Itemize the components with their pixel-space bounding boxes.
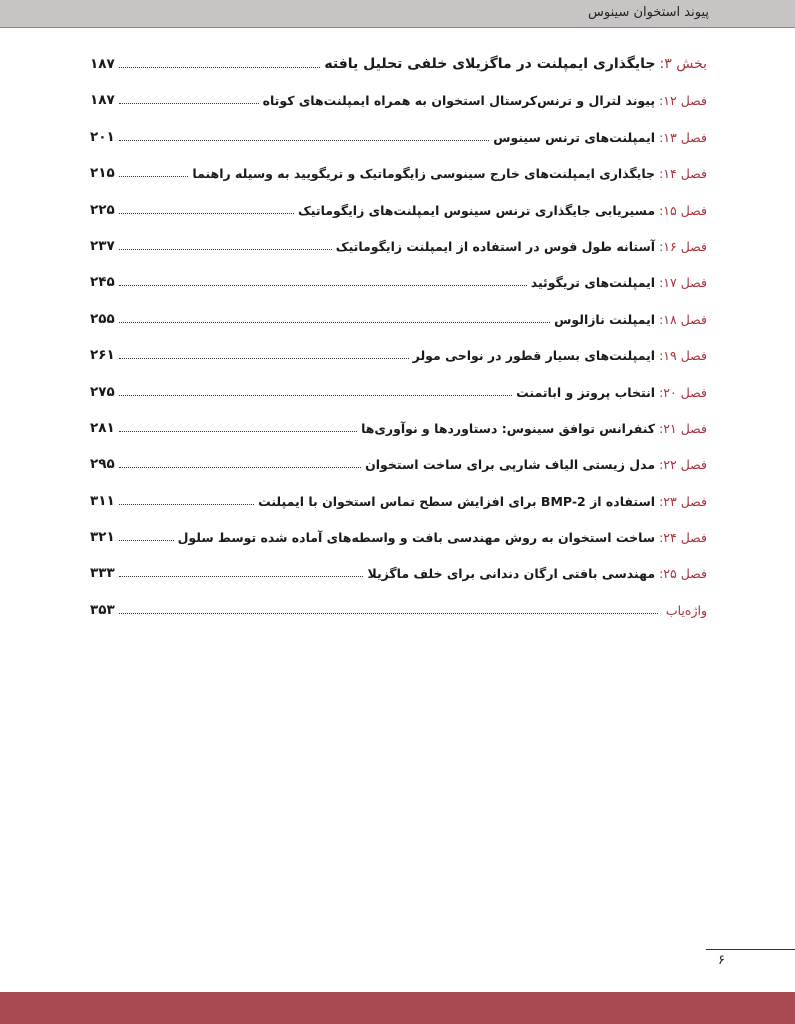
toc-row[interactable] [90,145,707,181]
toc-title: آستانه طول قوس در استفاده از ایمپلنت زایگوماتیک [335,238,656,254]
toc-page-number: ۲۲۵ [90,201,115,218]
dot-leader [119,140,490,141]
toc-row[interactable] [90,290,707,326]
toc-page-number: ۲۱۵ [90,165,115,182]
toc-label: فصل ۲۱: [659,420,707,436]
toc-title: کنفرانس توافق سینوس: دستاوردها و نوآوری‌ها [361,420,656,436]
toc-title: انتخاب پروتز و اباتمنت [516,384,656,400]
header-bar [0,0,795,28]
toc-row[interactable] [90,472,707,508]
toc-page-number: ۲۸۱ [90,419,115,436]
toc-page-number: ۲۹۵ [90,456,115,473]
toc-label: فصل ۱۸: [659,311,707,327]
dot-leader [119,176,189,177]
toc-label: فصل ۱۵: [659,202,707,218]
toc-label: فصل ۱۷: [659,275,707,291]
toc-label: فصل ۱۲: [659,93,707,109]
toc-label: فصل ۱۶: [659,238,707,254]
toc-page-number: ۲۵۵ [90,310,115,327]
toc-row[interactable] [90,108,707,144]
toc-label: فصل ۲۵: [659,566,707,582]
toc-row[interactable] [90,581,707,617]
page-number: ۶ [718,953,725,968]
toc-row[interactable] [90,363,707,399]
toc-label: فصل ۱۹: [659,348,707,364]
dot-leader [119,322,550,323]
toc-label: فصل ۲۴: [659,530,707,546]
toc-label: واژه‌یاب [665,602,707,618]
toc-page-number: ۳۱۱ [90,492,115,509]
toc-label: فصل ۲۳: [659,493,707,509]
toc-row[interactable] [90,72,707,108]
dot-leader [119,103,259,104]
toc-row[interactable] [90,254,707,290]
toc-label: فصل ۲۲: [659,457,707,473]
toc-page-number: ۳۵۳ [90,601,115,618]
toc-title: مهندسی بافتی ارگان دندانی برای خلف ماگزیلا [367,566,656,582]
dot-leader [119,540,174,541]
dot-leader [119,213,294,214]
dot-leader [119,395,512,396]
dot-leader [119,285,527,286]
running-header-title: پیوند استخوان سینوس [588,5,709,20]
toc-title: ایمپلنت‌های بسیار قطور در نواحی مولر [412,348,656,364]
dot-leader [119,358,409,359]
toc-page-number: ۳۳۳ [90,565,115,582]
toc-page-number: ۱۸۷ [90,56,115,72]
toc-page-number: ۲۶۱ [90,347,115,364]
dot-leader [119,576,364,577]
toc-title: مسیریابی جایگذاری ترنس سینوس ایمپلنت‌های زایگوماتیک [297,202,656,218]
toc-title: جایگذاری ایمپلنت در ماگزیلای خلفی تحلیل یافته [324,56,656,72]
toc-title: ایمپلنت‌های ترنس سینوس [493,129,656,145]
toc-page-number: ۱۸۷ [90,92,115,109]
toc-title: جایگذاری ایمپلنت‌های خارج سینوسی زایگوماتیک و تریگویید به وسیله راهنما [192,166,656,182]
dot-leader [119,67,321,68]
toc-row[interactable] [90,400,707,436]
dot-leader [119,613,658,614]
toc-page-number: ۳۲۱ [90,529,115,546]
dot-leader [119,431,357,432]
toc-label: فصل ۱۳: [659,129,707,145]
toc-title: مدل زیستی الیاف شارپی برای ساخت استخوان [365,457,656,473]
toc-label: فصل ۱۴: [659,166,707,182]
toc-title: ساخت استخوان به روش مهندسی بافت و واسطه‌های آماده شده توسط سلول [177,530,656,546]
toc-title: ایمپلنت‌های تریگوئید [530,275,656,291]
toc-row[interactable] [90,327,707,363]
toc-row[interactable] [90,436,707,472]
dot-leader [119,249,332,250]
toc-title: استفاده از BMP-2 برای افزایش سطح تماس استخوان با ایمپلنت [258,493,656,509]
toc-row[interactable] [90,545,707,581]
toc-row[interactable] [90,509,707,545]
table-of-contents [90,36,707,618]
toc-page-number: ۲۷۵ [90,383,115,400]
dot-leader [119,504,254,505]
toc-page-number: ۲۰۱ [90,128,115,145]
toc-title: ایمپلنت نازالوس [554,311,656,327]
toc-page-number: ۲۴۵ [90,274,115,291]
footer-bar [0,992,795,1024]
toc-row[interactable] [90,218,707,254]
toc-row[interactable] [90,181,707,217]
footer-rule [706,949,795,950]
toc-page-number: ۲۳۷ [90,237,115,254]
toc-section-row[interactable] [90,36,707,72]
dot-leader [119,467,361,468]
toc-label: فصل ۲۰: [659,384,707,400]
toc-label: بخش ۳: [659,56,707,72]
toc-title: پیوند لترال و ترنس‌کرستال استخوان به همراه ایمپلنت‌های کوتاه [262,93,656,109]
